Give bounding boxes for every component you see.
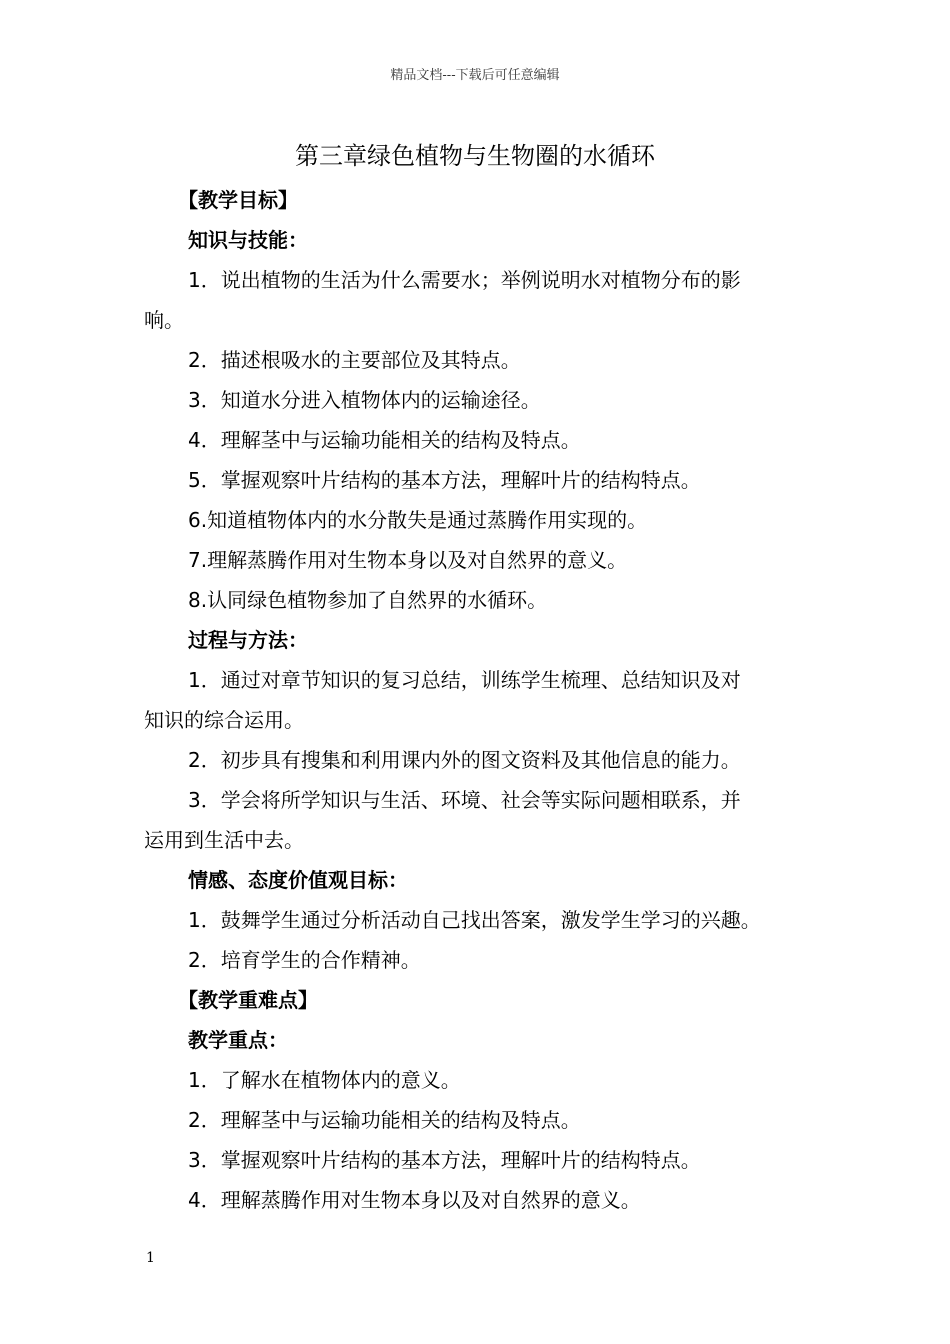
list-item: 3．掌握观察叶片结构的基本方法，理解叶片的结构特点。 (188, 1148, 701, 1172)
list-item: 7.理解蒸腾作用对生物本身以及对自然界的意义。 (188, 548, 628, 572)
list-item: 2．描述根吸水的主要部位及其特点。 (188, 348, 521, 372)
subheading-teaching-focus: 教学重点： (188, 1028, 288, 1052)
list-item: 1．了解水在植物体内的意义。 (188, 1068, 461, 1092)
list-item-continuation: 响。 (144, 308, 184, 332)
list-item: 4．理解蒸腾作用对生物本身以及对自然界的意义。 (188, 1188, 641, 1212)
list-item: 1．说出植物的生活为什么需要水；举例说明水对植物分布的影 (188, 268, 741, 292)
list-item: 5．掌握观察叶片结构的基本方法，理解叶片的结构特点。 (188, 468, 701, 492)
page-number: 1 (146, 1250, 155, 1266)
subheading-attitude-values: 情感、态度价值观目标： (188, 868, 408, 892)
section-heading-objectives: 【教学目标】 (178, 188, 298, 212)
document-title: 第三章绿色植物与生物圈的水循环 (295, 142, 655, 170)
list-item-continuation: 知识的综合运用。 (144, 708, 304, 732)
subheading-knowledge-skills: 知识与技能： (188, 228, 308, 252)
list-item: 1．通过对章节知识的复习总结，训练学生梳理、总结知识及对 (188, 668, 741, 692)
list-item: 2．初步具有搜集和利用课内外的图文资料及其他信息的能力。 (188, 748, 741, 772)
page-header: 精品文档---下载后可任意编辑 (390, 68, 560, 83)
list-item: 2．理解茎中与运输功能相关的结构及特点。 (188, 1108, 581, 1132)
list-item: 8.认同绿色植物参加了自然界的水循环。 (188, 588, 548, 612)
list-item: 2．培育学生的合作精神。 (188, 948, 421, 972)
section-heading-key-points: 【教学重难点】 (178, 988, 318, 1012)
list-item: 6.知道植物体内的水分散失是通过蒸腾作用实现的。 (188, 508, 648, 532)
list-item: 1．鼓舞学生通过分析活动自己找出答案，激发学生学习的兴趣。 (188, 908, 761, 932)
list-item: 3．知道水分进入植物体内的运输途径。 (188, 388, 541, 412)
list-item-continuation: 运用到生活中去。 (144, 828, 304, 852)
list-item: 3．学会将所学知识与生活、环境、社会等实际问题相联系，并 (188, 788, 741, 812)
subheading-process-methods: 过程与方法： (188, 628, 308, 652)
document-body (144, 180, 824, 1220)
list-item: 4．理解茎中与运输功能相关的结构及特点。 (188, 428, 581, 452)
